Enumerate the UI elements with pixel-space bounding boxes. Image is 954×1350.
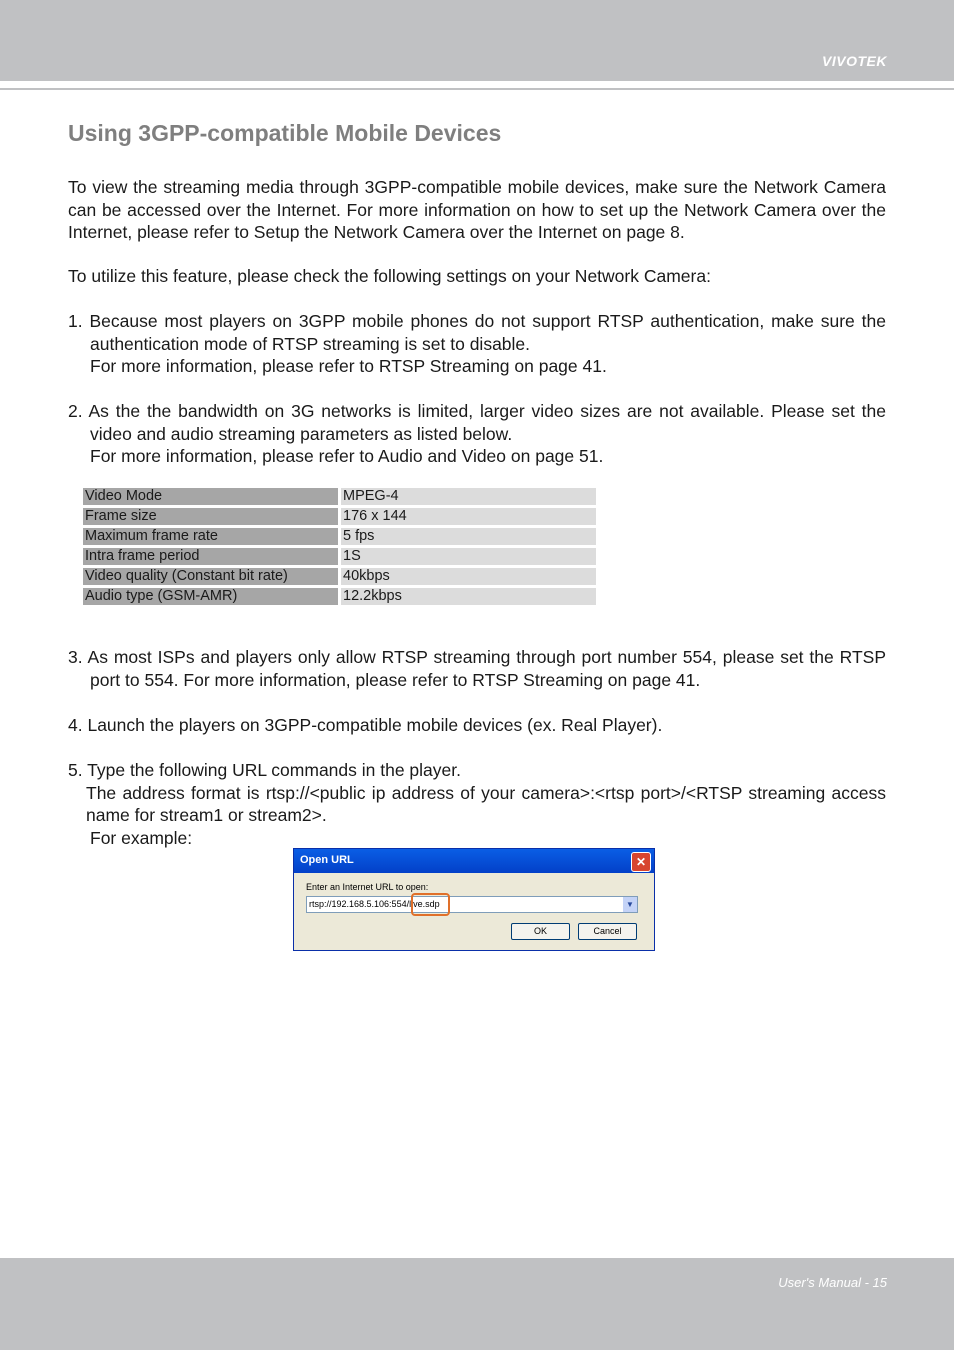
- setting-value: 5 fps: [338, 528, 596, 545]
- cancel-button[interactable]: Cancel: [578, 923, 637, 940]
- setting-key: Frame size: [83, 508, 338, 525]
- step-5-example: For example:: [90, 827, 193, 848]
- page-footer: [0, 1258, 954, 1350]
- setting-value: 176 x 144: [338, 508, 596, 525]
- step-3: 3. As most ISPs and players only allow RTSP streaming through port number 554, please set the RTSP port to 554. For more information, please refer to RTSP Streaming on page 41.: [68, 647, 886, 690]
- setting-value: 12.2kbps: [338, 588, 596, 605]
- section-title: Using 3GPP-compatible Mobile Devices: [68, 120, 502, 146]
- table-row: [83, 508, 596, 525]
- setting-value: MPEG-4: [338, 488, 596, 505]
- dialog-title: Open URL: [300, 854, 354, 866]
- dialog-titlebar: [294, 849, 654, 873]
- url-input[interactable]: [306, 896, 638, 913]
- setting-value: 1S: [338, 548, 596, 565]
- table-row: [83, 588, 596, 605]
- step-2-more: For more information, please refer to Audio and Video on page 51.: [90, 446, 604, 466]
- step-2-text: 2. As the the bandwidth on 3G networks is limited, larger video sizes are not available. Please set the video and audio streaming parameters as listed below.: [68, 401, 886, 444]
- utilize-paragraph: To utilize this feature, please check the following settings on your Network Camera:: [68, 266, 711, 286]
- page-header: [0, 0, 954, 81]
- step-4: 4. Launch the players on 3GPP-compatible mobile devices (ex. Real Player).: [68, 715, 663, 735]
- setting-value: 40kbps: [338, 568, 596, 585]
- table-row: [83, 548, 596, 565]
- setting-key: Video Mode: [83, 488, 338, 505]
- step-2: [68, 400, 886, 468]
- chevron-down-icon[interactable]: ▼: [623, 897, 637, 912]
- table-row: [83, 528, 596, 545]
- step-1-text: 1. Because most players on 3GPP mobile phones do not support RTSP authentication, make sure the authentication mode of RTSP streaming is set to disable.: [68, 311, 886, 354]
- setting-key: Video quality (Constant bit rate): [83, 568, 338, 585]
- step-5: [68, 759, 886, 849]
- url-label: Enter an Internet URL to open:: [306, 882, 429, 892]
- settings-table: [83, 485, 596, 608]
- intro-paragraph: To view the streaming media through 3GPP-compatible mobile devices, make sure the Network Camera can be accessed over the Internet. For more information on how to set up the Network Camera over the Internet, please refer to Setup the Network Camera over the Internet on page 8.: [68, 177, 886, 242]
- step-5-format: The address format is rtsp://<public ip address of your camera>:<rtsp port>/<RTSP streaming access name for stream1 or stream2>.: [86, 782, 886, 825]
- page-number: User's Manual - 15: [778, 1275, 887, 1290]
- step-1-more: For more information, please refer to RTSP Streaming on page 41.: [90, 356, 607, 376]
- setting-key: Maximum frame rate: [83, 528, 338, 545]
- open-url-dialog: [293, 848, 655, 951]
- step-1: [68, 310, 886, 378]
- step-5-text: 5. Type the following URL commands in the player.: [68, 760, 461, 780]
- url-value: rtsp://192.168.5.106:554/live.sdp: [309, 899, 440, 909]
- close-icon[interactable]: ✕: [631, 852, 651, 872]
- setting-key: Intra frame period: [83, 548, 338, 565]
- header-divider: [0, 88, 954, 90]
- brand-label: VIVOTEK: [822, 53, 887, 69]
- ok-button[interactable]: OK: [511, 923, 570, 940]
- setting-key: Audio type (GSM-AMR): [83, 588, 338, 605]
- table-row: [83, 568, 596, 585]
- table-row: [83, 488, 596, 505]
- highlight-marker: [411, 893, 450, 916]
